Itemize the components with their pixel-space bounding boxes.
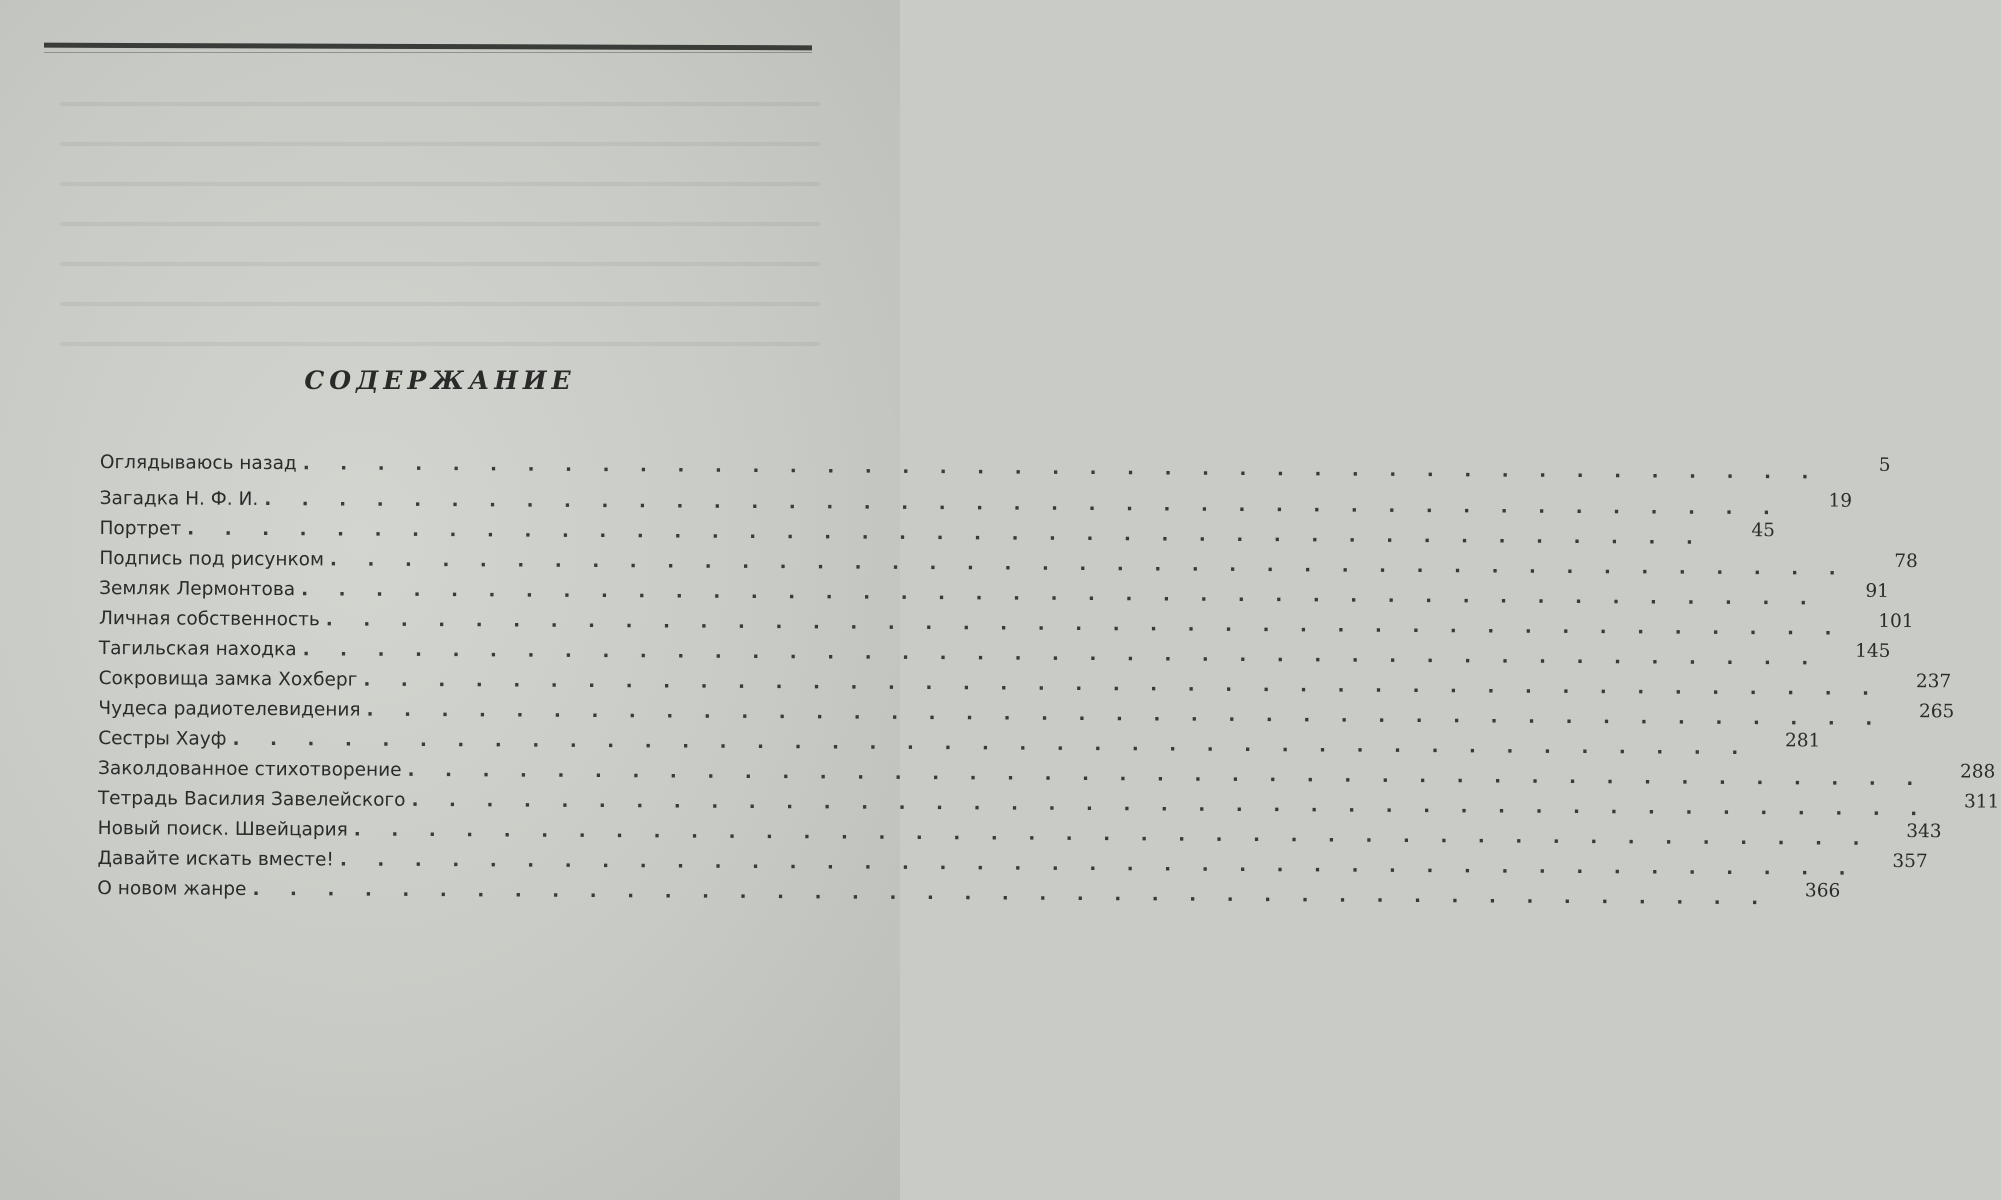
toc-entry	[98, 637, 1891, 672]
dot-leader: . . . . . . . . . . . . . . . . . . . . . . . . . . . . . . . . . . . . . . . . .	[329, 549, 1848, 580]
toc-entry-title: Загадка Н. Ф. И.	[99, 487, 259, 510]
toc-entry-title: О новом жанре	[97, 877, 247, 900]
toc-entry-title: Давайте искать вместе!	[97, 847, 334, 871]
toc-entry-page: 265	[1918, 701, 1955, 723]
dot-leader: . . . . . . . . . . . . . . . . . . . . . . . . . . . . . . . . . . . . . . . . .	[363, 669, 1882, 700]
dot-leader: . . . . . . . . . . . . . . . . . . . . . . . . . . . . . . . . . . . . . . . . .	[366, 699, 1885, 730]
toc-entry-page: 101	[1878, 610, 1914, 633]
dot-leader: . . . . . . . . . . . . . . . . . . . . . . . . . . . . . . . . . . . . . . . . .	[353, 819, 1872, 850]
dot-leader: . . . . . . . . . . . . . . . . . . . . . . . . . . . . . . . . . . . . . . . . .	[301, 579, 1819, 610]
dot-leader: . . . . . . . . . . . . . . . . . . . . . . . . . . . . . . . . . . . . . . . . .	[339, 849, 1858, 880]
toc-entry	[99, 577, 1889, 612]
table-of-contents	[97, 452, 2000, 912]
toc-entry-page: 19	[1828, 490, 1853, 512]
toc-entry-page: 357	[1892, 850, 1928, 873]
toc-entry	[99, 487, 1853, 522]
toc-entry-page: 343	[1906, 821, 1942, 843]
toc-entry-title: Тетрадь Василия Завелейского	[97, 787, 406, 811]
toc-entry-title: Подпись под рисунком	[99, 547, 325, 571]
toc-entry	[99, 517, 1776, 552]
toc-entry-page: 145	[1855, 640, 1891, 662]
toc-entry-page: 237	[1915, 671, 1952, 693]
dot-leader: . . . . . . . . . . . . . . . . . . . . . . . . . . . . . . . . . . . . . . . . .	[252, 878, 1771, 910]
toc-entry-title: Земляк Лермонтова	[99, 577, 296, 601]
toc-entry	[98, 667, 1952, 702]
dot-leader: . . . . . . . . . . . . . . . . . . . . . . . . . . . . . . . . . . . . . . . . .	[407, 759, 1926, 791]
toc-entry	[99, 547, 1918, 582]
toc-entry-page: 91	[1865, 580, 1889, 602]
toc-entry-title: Заколдованное стихотворение	[98, 757, 402, 781]
toc-entry-page: 311	[1963, 791, 2000, 813]
bleed-through-text	[60, 80, 820, 360]
toc-entry-title: Оглядываюсь назад	[99, 452, 297, 475]
dot-leader: . . . . . . . . . . . . . . . . . . . . . . . . . . . . . . . . . . . . . . . . .	[264, 489, 1783, 520]
toc-entry-title: Новый поиск. Швейцария	[97, 817, 348, 841]
toc-entry-page: 281	[1784, 730, 1821, 752]
toc-entry-page: 5	[1878, 454, 1891, 476]
top-rule	[44, 43, 812, 51]
toc-entry-page: 288	[1959, 761, 1996, 783]
toc-entry-page: 366	[1804, 880, 1841, 902]
toc-entry-page: 45	[1751, 520, 1776, 542]
toc-entry	[99, 452, 1891, 492]
dot-leader: . . . . . . . . . . . . . . . . . . . . . . . . . . . . . . . . . . . . . . . . .	[187, 518, 1706, 549]
toc-entry-title: Сокровища замка Хохберг	[98, 667, 358, 691]
top-rule-thin	[44, 52, 812, 53]
toc-entry	[98, 727, 1821, 762]
dot-leader: . . . . . . . . . . . . . . . . . . . . . . . . . . . . . . . . . . . . . . . . .	[232, 728, 1751, 760]
toc-entry-title: Портрет	[99, 517, 182, 540]
toc-entry-page: 78	[1894, 550, 1918, 573]
toc-entry-title: Чудеса радиотелевидения	[98, 697, 361, 721]
dot-leader: . . . . . . . . . . . . . . . . . . . . . . . . . . . . . . . . . . . . . . . . .	[325, 609, 1844, 640]
toc-entry	[98, 607, 1914, 642]
contents-heading: СОДЕРЖАНИЕ	[304, 366, 576, 395]
toc-entry	[98, 697, 1955, 732]
toc-entry	[97, 817, 1942, 852]
toc-entry-title: Тагильская находка	[98, 637, 297, 661]
dot-leader: . . . . . . . . . . . . . . . . . . . . . . . . . . . . . . . . . . . . . . . . .	[302, 453, 1821, 484]
toc-entry	[97, 877, 1841, 912]
toc-entry	[97, 787, 2000, 822]
toc-entry	[97, 847, 1928, 882]
toc-entry-title: Сестры Хауф	[98, 727, 227, 750]
dot-leader: . . . . . . . . . . . . . . . . . . . . . . . . . . . . . . . . . . . . . . . . .	[302, 639, 1821, 670]
toc-entry	[98, 757, 1996, 792]
toc-entry-title: Личная собственность	[98, 607, 320, 631]
dot-leader: . . . . . . . . . . . . . . . . . . . . . . . . . . . . . . . . . . . . . . . . .	[411, 789, 1930, 821]
